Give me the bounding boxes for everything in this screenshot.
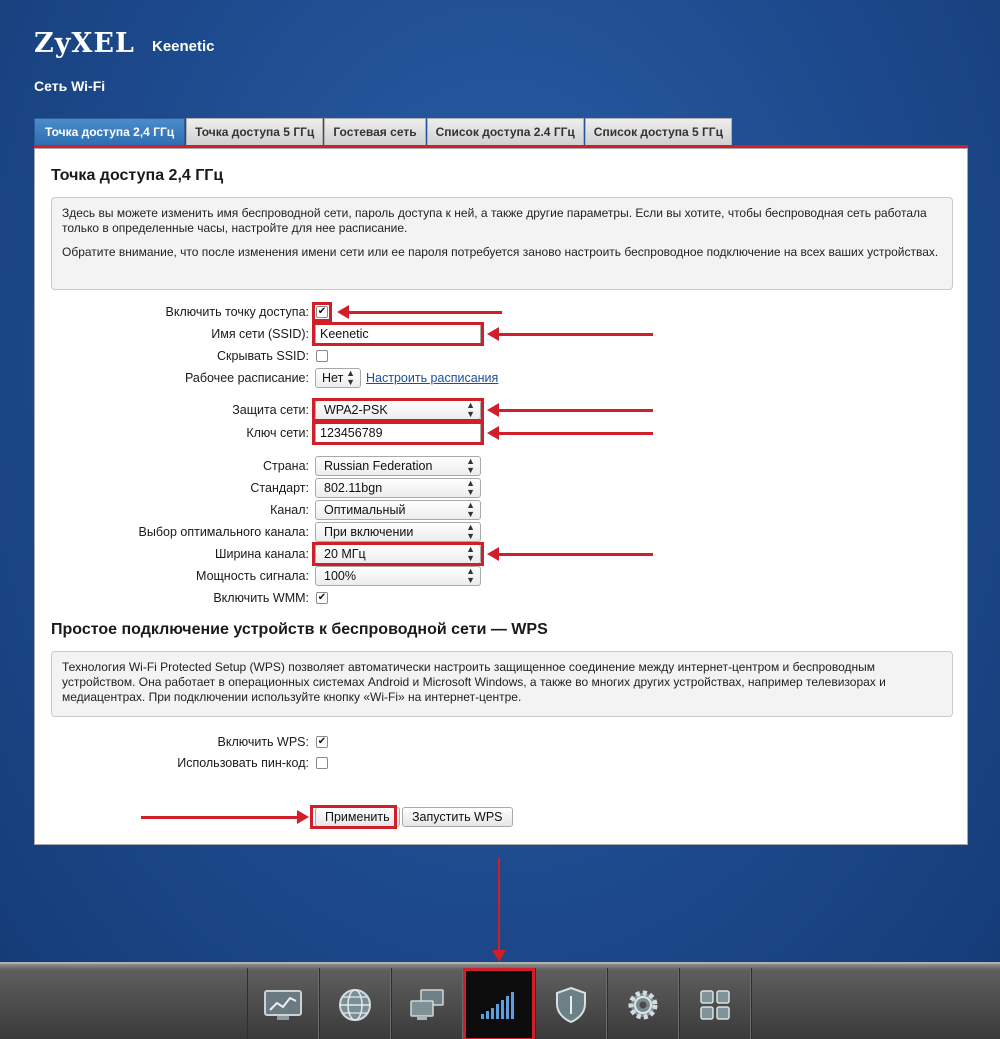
select-arrows-icon: ▲ ▼ (466, 544, 475, 563)
row-channel (35, 500, 935, 520)
schedule-select-value: Нет (322, 371, 344, 385)
taskbar-internet[interactable] (319, 968, 391, 1039)
keenetic-logo: Keenetic (152, 38, 215, 55)
taskbar-apps[interactable] (679, 968, 751, 1039)
tab-access-list-5ghz[interactable]: Список доступа 5 ГГц (585, 118, 732, 146)
channel-select[interactable] (315, 500, 481, 520)
label-channel: Канал: (270, 503, 309, 517)
power-select-value: 100% (324, 569, 356, 583)
select-arrows-icon: ▲ ▼ (466, 400, 475, 419)
label-ssid: Имя сети (SSID): (211, 327, 309, 341)
select-arrows-icon: ▲ ▼ (466, 456, 475, 475)
country-select-value: Russian Federation (324, 459, 433, 473)
label-network-key: Ключ сети: (246, 426, 309, 440)
arrow-enable-ap (347, 311, 502, 314)
ssid-input[interactable]: Keenetic (315, 324, 481, 344)
tab-access-list-2-4ghz[interactable]: Список доступа 2.4 ГГц (427, 118, 584, 146)
arrow-network-key (497, 432, 653, 435)
section-title-ap: Точка доступа 2,4 ГГц (51, 167, 224, 184)
bandwidth-select-value: 20 МГц (324, 547, 366, 561)
arrow-to-wifi-icon (498, 858, 500, 954)
taskbar-system[interactable] (607, 968, 679, 1039)
schedule-select[interactable] (315, 368, 361, 388)
label-country: Страна: (263, 459, 309, 473)
row-security (35, 400, 935, 420)
enable-wps-checkbox[interactable] (316, 736, 328, 748)
shield-icon (554, 986, 588, 1024)
row-country (35, 456, 935, 476)
channel-select-value: Оптимальный (324, 503, 406, 517)
settings-panel (34, 148, 968, 845)
tab-bar (34, 118, 733, 146)
taskbar-wifi[interactable] (463, 968, 535, 1039)
tab-guest-network[interactable]: Гостевая сеть (324, 118, 425, 146)
row-wmm (35, 588, 935, 608)
taskbar-separator (751, 968, 823, 1039)
info-text-ap-1: Здесь вы можете изменить имя беспроводной сети, пароль доступа к ней, а также другие параметры. Если вы хотите, чтобы беспроводная сеть работала только в определенные часы, настройте для нее расписание. (62, 206, 927, 235)
header (0, 0, 1000, 110)
label-power: Мощность сигнала: (196, 569, 309, 583)
tab-ap-5ghz[interactable]: Точка доступа 5 ГГц (186, 118, 323, 146)
row-enable-wps (35, 732, 935, 752)
arrow-security (497, 409, 653, 412)
select-arrows-icon: ▲ ▼ (466, 522, 475, 541)
gear-icon (625, 987, 661, 1023)
arrow-bandwidth (497, 553, 653, 556)
highlight-enable-ap (312, 302, 332, 322)
label-use-pin: Использовать пин-код: (177, 756, 309, 770)
start-wps-button[interactable]: Запустить WPS (402, 807, 513, 827)
row-power (35, 566, 935, 586)
highlight-ssid (312, 322, 484, 346)
apply-button[interactable]: Применить (315, 807, 400, 827)
row-optimal-channel (35, 522, 935, 542)
monitor-chart-icon (263, 988, 303, 1022)
arrow-apply (141, 816, 299, 819)
select-arrows-icon: ▲ ▼ (466, 566, 475, 585)
highlight-security (312, 398, 484, 422)
row-ssid (35, 324, 935, 344)
wifi-signal-bars-icon (479, 990, 519, 1020)
label-bandwidth: Ширина канала: (215, 547, 309, 561)
taskbar-security[interactable] (535, 968, 607, 1039)
row-bandwidth (35, 544, 935, 564)
highlight-network-key (312, 421, 484, 445)
row-standard (35, 478, 935, 498)
tab-ap-2-4ghz[interactable]: Точка доступа 2,4 ГГц (34, 118, 185, 146)
select-arrows-icon: ▲ ▼ (346, 368, 355, 387)
optimal-channel-select[interactable] (315, 522, 481, 542)
globe-icon (337, 987, 373, 1023)
bottom-taskbar (0, 962, 1000, 1039)
highlight-bandwidth (312, 542, 484, 566)
info-box-wps (51, 651, 953, 717)
label-wmm: Включить WMM: (213, 591, 309, 605)
use-pin-checkbox[interactable] (316, 757, 328, 769)
arrow-ssid (497, 333, 653, 336)
apps-grid-icon (698, 988, 732, 1022)
optimal-channel-select-value: При включении (324, 525, 414, 539)
configure-schedules-link[interactable]: Настроить расписания (366, 371, 499, 385)
label-schedule: Рабочее расписание: (184, 371, 309, 385)
page-title: Сеть Wi-Fi (34, 78, 106, 94)
label-optimal-channel: Выбор оптимального канала: (138, 525, 309, 539)
info-text-wps: Технология Wi-Fi Protected Setup (WPS) позволяет автоматически настроить защищенное соединение между интернет-центром и беспроводным устройством. Она работает в операционных системах Android и Microsoft Windows, а также во многих других устройствах, например телевизорах и медиацентрах. При подключении используйте кнопку «Wi-Fi» на интернет-центре. (62, 660, 886, 704)
highlight-apply (310, 805, 397, 829)
info-text-ap-2: Обратите внимание, что после изменения имени сети или ее пароля потребуется заново настроить беспроводное подключение на всех ваших устройствах. (62, 245, 939, 259)
label-standard: Стандарт: (250, 481, 309, 495)
row-network-key (35, 423, 935, 443)
power-select[interactable] (315, 566, 481, 586)
row-use-pin (35, 753, 935, 773)
standard-select-value: 802.11bgn (324, 481, 383, 495)
select-arrows-icon: ▲ ▼ (466, 500, 475, 519)
network-computers-icon (407, 987, 447, 1023)
select-arrows-icon: ▲ ▼ (466, 478, 475, 497)
row-schedule (35, 368, 935, 388)
security-select-value: WPA2-PSK (324, 403, 388, 417)
taskbar-home-network[interactable] (391, 968, 463, 1039)
network-key-input[interactable]: 123456789 (315, 423, 481, 443)
standard-select[interactable] (315, 478, 481, 498)
label-hide-ssid: Скрывать SSID: (217, 349, 309, 363)
label-enable-wps: Включить WPS: (217, 735, 309, 749)
zyxel-logo: ZyXEL (34, 28, 135, 59)
country-select[interactable] (315, 456, 481, 476)
label-enable-ap: Включить точку доступа: (165, 305, 309, 319)
label-security: Защита сети: (232, 403, 309, 417)
section-title-wps: Простое подключение устройств к беспроводной сети — WPS (51, 621, 548, 638)
taskbar-monitor[interactable] (247, 968, 319, 1039)
info-box-ap (51, 197, 953, 290)
hide-ssid-checkbox[interactable] (316, 350, 328, 362)
wmm-checkbox[interactable] (316, 592, 328, 604)
row-hide-ssid (35, 346, 935, 366)
